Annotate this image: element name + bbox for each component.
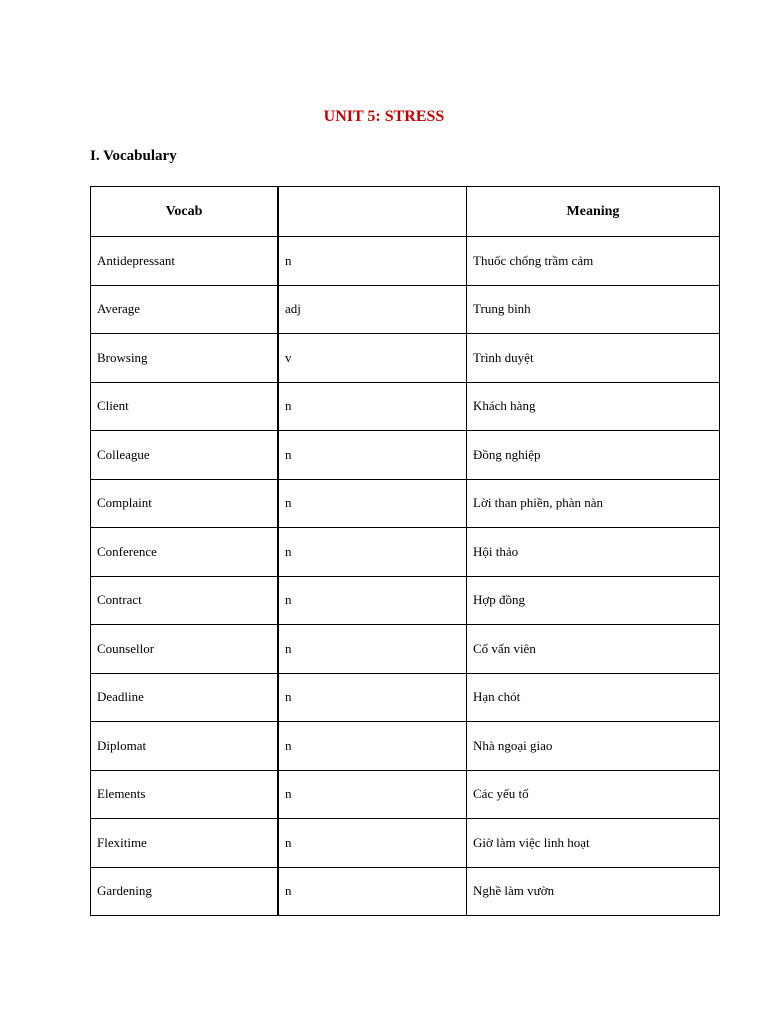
table-row: [91, 576, 720, 625]
meaning-cell: Thuốc chống trầm cảm: [467, 237, 720, 286]
table-row: [91, 867, 720, 916]
section-heading: I. Vocabulary: [90, 148, 177, 164]
vocab-cell: Elements: [91, 770, 279, 819]
page-title: UNIT 5: STRESS: [323, 108, 445, 125]
part-of-speech-cell: n: [278, 431, 467, 480]
table-row: [91, 673, 720, 722]
table-row: [91, 285, 720, 334]
table-row: [91, 431, 720, 480]
table-row: [91, 528, 720, 577]
vocab-cell: Gardening: [91, 867, 279, 916]
vocab-cell: Counsellor: [91, 625, 279, 674]
meaning-cell: Đồng nghiệp: [467, 431, 720, 480]
header-part-of-speech: [278, 187, 467, 237]
meaning-cell: Giờ làm việc linh hoạt: [467, 819, 720, 868]
vocab-cell: Antidepressant: [91, 237, 279, 286]
vocab-cell: Colleague: [91, 431, 279, 480]
part-of-speech-cell: n: [278, 819, 467, 868]
part-of-speech-cell: n: [278, 770, 467, 819]
table-row: [91, 819, 720, 868]
meaning-cell: Các yếu tố: [467, 770, 720, 819]
meaning-cell: Hợp đồng: [467, 576, 720, 625]
vocab-cell: Contract: [91, 576, 279, 625]
vocab-cell: Average: [91, 285, 279, 334]
table-row: [91, 479, 720, 528]
meaning-cell: Nghề làm vườn: [467, 867, 720, 916]
vocabulary-table: [90, 186, 720, 916]
meaning-cell: Hội thảo: [467, 528, 720, 577]
meaning-cell: Trình duyệt: [467, 334, 720, 383]
meaning-cell: Khách hàng: [467, 382, 720, 431]
header-meaning: Meaning: [467, 187, 720, 237]
vocab-cell: Flexitime: [91, 819, 279, 868]
vocab-cell: Diplomat: [91, 722, 279, 771]
table-row: [91, 237, 720, 286]
table-row: [91, 722, 720, 771]
table-row: [91, 382, 720, 431]
table-row: [91, 625, 720, 674]
table-row: [91, 334, 720, 383]
part-of-speech-cell: n: [278, 867, 467, 916]
header-vocab: Vocab: [91, 187, 279, 237]
part-of-speech-cell: adj: [278, 285, 467, 334]
vocab-cell: Browsing: [91, 334, 279, 383]
part-of-speech-cell: n: [278, 673, 467, 722]
table-row: [91, 770, 720, 819]
table-header-row: [91, 187, 720, 237]
meaning-cell: Trung bình: [467, 285, 720, 334]
meaning-cell: Hạn chót: [467, 673, 720, 722]
meaning-cell: Cố vấn viên: [467, 625, 720, 674]
meaning-cell: Lời than phiền, phàn nàn: [467, 479, 720, 528]
part-of-speech-cell: n: [278, 479, 467, 528]
part-of-speech-cell: n: [278, 625, 467, 674]
part-of-speech-cell: n: [278, 237, 467, 286]
vocab-cell: Complaint: [91, 479, 279, 528]
vocab-cell: Deadline: [91, 673, 279, 722]
part-of-speech-cell: v: [278, 334, 467, 383]
part-of-speech-cell: n: [278, 528, 467, 577]
part-of-speech-cell: n: [278, 722, 467, 771]
part-of-speech-cell: n: [278, 382, 467, 431]
vocab-cell: Client: [91, 382, 279, 431]
part-of-speech-cell: n: [278, 576, 467, 625]
vocab-cell: Conference: [91, 528, 279, 577]
meaning-cell: Nhà ngoại giao: [467, 722, 720, 771]
